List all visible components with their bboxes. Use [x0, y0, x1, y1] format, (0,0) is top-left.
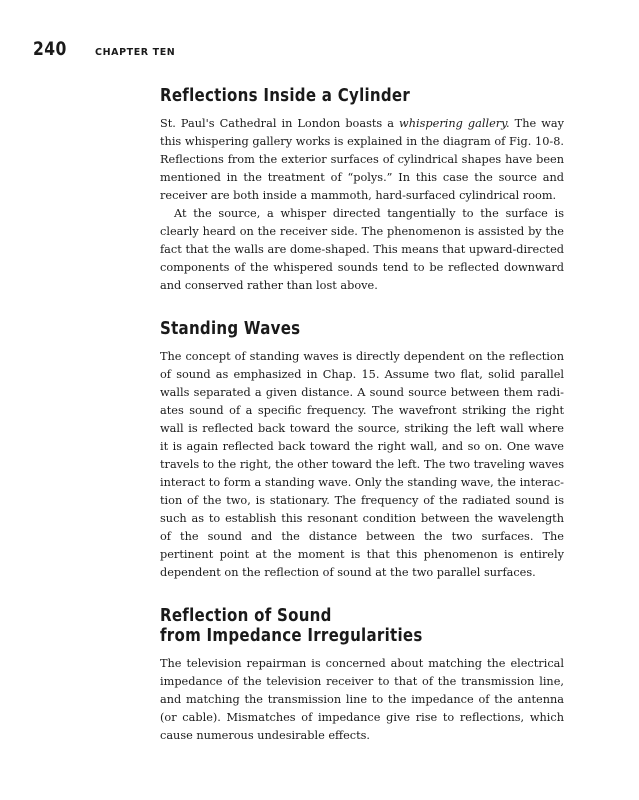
page-number: 240 — [33, 38, 67, 60]
section-standing-waves — [160, 319, 564, 582]
paragraph: At the source, a whisper directed tangentially to the surface is clearly heard on the receiver side. The phenomenon is assisted by the fact that the walls are dome-shaped. This means that upward-directed components of the whispered sounds tend to be reflected downward and conserved rather than lost above. — [160, 207, 564, 292]
running-head — [33, 38, 175, 60]
paragraph-text: The way this whispering gallery works is explained in the diagram of Fig. 10-8. Reflections from the exterior surfaces of cylindrical shapes have been mentioned in the treatment of “polys.” In this case the source and receiver are both inside a mammoth, hard-surfaced cylindrical room. — [160, 117, 565, 202]
heading-line: Standing Waves — [160, 319, 301, 339]
page-body — [160, 86, 564, 769]
chapter-label: CHAPTER TEN — [95, 47, 176, 58]
paragraph — [160, 115, 564, 205]
heading-line: Reflection of Sound — [160, 606, 332, 626]
paragraph: The television repairman is concerned about matching the electrical impedance of the television receiver to that of the transmission line, and matching the transmission line to the impedance of the antenna (or cable). Mismatches of impedance give rise to reflections, which cause numerous undesirable effects. — [160, 657, 564, 742]
paragraph: The concept of standing waves is directly dependent on the reflection of sound as emphasized in Chap. 15. Assume two flat, solid parallel walls separated a given distance. A sound source between them radiates sound of a specific frequency. The wavefront striking the right wall is reflected back toward the source, striking the left wall where it is again reflected back toward the right wall, and so on. One wave travels to the right, the other toward the left. The two traveling waves interact to form a standing wave. Only the standing wave, the interaction of the two, is stationary. The frequency of the radiated sound is such as to establish this resonant condition between the wavelength of the sound and the distance between the two surfaces. The pertinent point at the moment is that this phenomenon is entirely dependent on the reflection of sound at the two parallel surfaces. — [160, 350, 564, 579]
emphasis-text: whispering gallery. — [399, 117, 510, 130]
section-heading — [160, 86, 507, 106]
section-heading — [160, 606, 507, 646]
heading-line: from Impedance Irregularities — [160, 626, 423, 646]
paragraph-text: St. Paul's Cathedral in London boasts a — [160, 117, 400, 130]
heading-line: Reflections Inside a Cylinder — [160, 86, 411, 106]
section-impedance — [160, 606, 564, 745]
section-cylinder — [160, 86, 564, 295]
section-heading — [160, 319, 507, 339]
